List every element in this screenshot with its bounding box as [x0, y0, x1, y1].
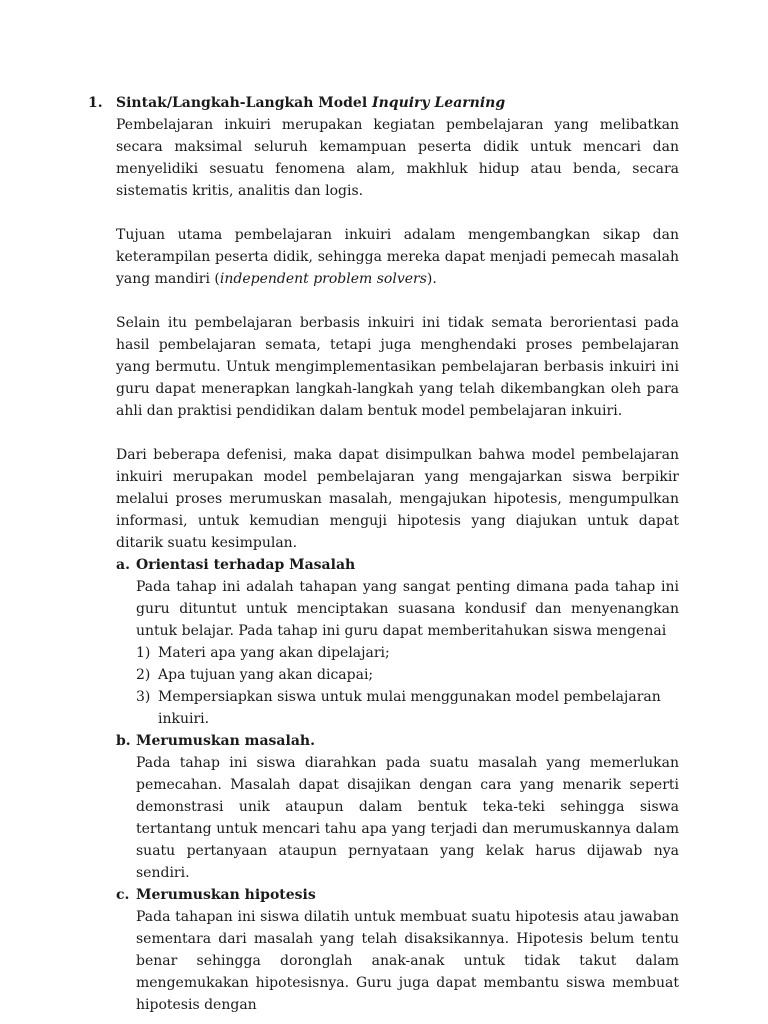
- subsection-b-heading: [116, 730, 679, 752]
- subsection-b-title: Merumuskan masalah.: [136, 733, 315, 749]
- list-item-number: 2): [136, 667, 151, 683]
- paragraph-2-after: ).: [426, 271, 437, 287]
- subsection-a-text: Pada tahap ini adalah tahapan yang sangat penting dimana pada tahap ini guru dituntut untuk menciptakan suasana kondusif dan menyenangkan untuk belajar. Pada tahap ini guru dapat memberitahukan siswa mengenai: [136, 579, 679, 639]
- list-item-number: 3): [136, 689, 151, 705]
- subsection-c-body: [136, 906, 679, 1016]
- paragraph-3: Selain itu pembelajaran berbasis inkuiri ini tidak semata berorientasi pada hasil pembelajaran semata, tetapi juga menghendaki proses pembelajaran yang bermutu. Untuk mengimplementasikan pembelajaran berbasis inkuiri ini guru dapat menerapkan langkah-langkah yang telah dikembangkan oleh para ahli dan praktisi pendidikan dalam bentuk model pembelajaran inkuiri.: [116, 315, 679, 419]
- section-number: 1.: [88, 95, 103, 111]
- subsection-b-body: [136, 752, 679, 884]
- document-content: [88, 92, 679, 1016]
- section-title-italic: Inquiry Learning: [372, 95, 506, 111]
- paragraph-1: Pembelajaran inkuiri merupakan kegiatan pembelajaran yang melibatkan secara maksimal seluruh kemampuan peserta didik untuk mencari dan menyelidiki sesuatu fenomena alam, makhluk hidup atau benda, secara sistematis kritis, analitis dan logis.: [116, 117, 679, 199]
- section-title: [116, 92, 505, 114]
- subsection-a-heading: [116, 554, 679, 576]
- list-item-text: Mempersiapkan siswa untuk mulai menggunakan model pembelajaran inkuiri.: [158, 689, 661, 727]
- subsection-c-heading: [116, 884, 679, 906]
- section-heading: [88, 92, 679, 114]
- section-title-prefix: Sintak/Langkah-Langkah Model: [116, 95, 368, 111]
- list-item-text: Materi apa yang akan dipelajari;: [158, 645, 390, 661]
- list-item: [136, 686, 679, 730]
- subsection-a-letter: a.: [116, 557, 130, 573]
- subsection-c-text: Pada tahapan ini siswa dilatih untuk membuat suatu hipotesis atau jawaban sementara dari masalah yang telah disaksikannya. Hipotesis belum tentu benar sehingga doronglah anak-anak untuk tidak takut dalam mengemukakan hipotesisnya. Guru juga dapat membantu siswa membuat hipotesis dengan: [136, 909, 679, 1013]
- subsection-c-title: Merumuskan hipotesis: [136, 887, 316, 903]
- subsection-b-text: Pada tahap ini siswa diarahkan pada suatu masalah yang memerlukan pemecahan. Masalah dapat disajikan dengan cara yang menarik seperti demonstrasi unik ataupun dalam bentuk teka-teki sehingga siswa tertantang untuk mencari tahu apa yang terjadi dan merumuskannya dalam suatu pertanyaan ataupun pernyataan yang kelak harus dijawab nya sendiri.: [136, 755, 679, 881]
- subsection-c-letter: c.: [116, 887, 130, 903]
- paragraph-2-before: Tujuan utama pembelajaran inkuiri adalam mengembangkan sikap dan keterampilan peserta didik, sehingga mereka dapat menjadi pemecah masalah yang mandiri (: [116, 227, 679, 287]
- paragraph-2: [116, 224, 679, 290]
- list-item-text: Apa tujuan yang akan dicapai;: [158, 667, 374, 683]
- subsection-a-body: [136, 576, 679, 642]
- paragraph-2-italic: independent problem solvers: [219, 271, 427, 287]
- list-item: [136, 642, 679, 664]
- subsection-b-letter: b.: [116, 733, 131, 749]
- subsection-a-title: Orientasi terhadap Masalah: [136, 557, 356, 573]
- paragraph-4: Dari beberapa defenisi, maka dapat disimpulkan bahwa model pembelajaran inkuiri merupakan model pembelajaran yang mengajarkan siswa berpikir melalui proses merumuskan masalah, mengajukan hipotesis, mengumpulkan informasi, untuk kemudian menguji hipotesis yang diajukan untuk dapat ditarik suatu kesimpulan.: [116, 447, 679, 551]
- list-item: [136, 664, 679, 686]
- list-item-number: 1): [136, 645, 151, 661]
- section-body: [116, 114, 679, 554]
